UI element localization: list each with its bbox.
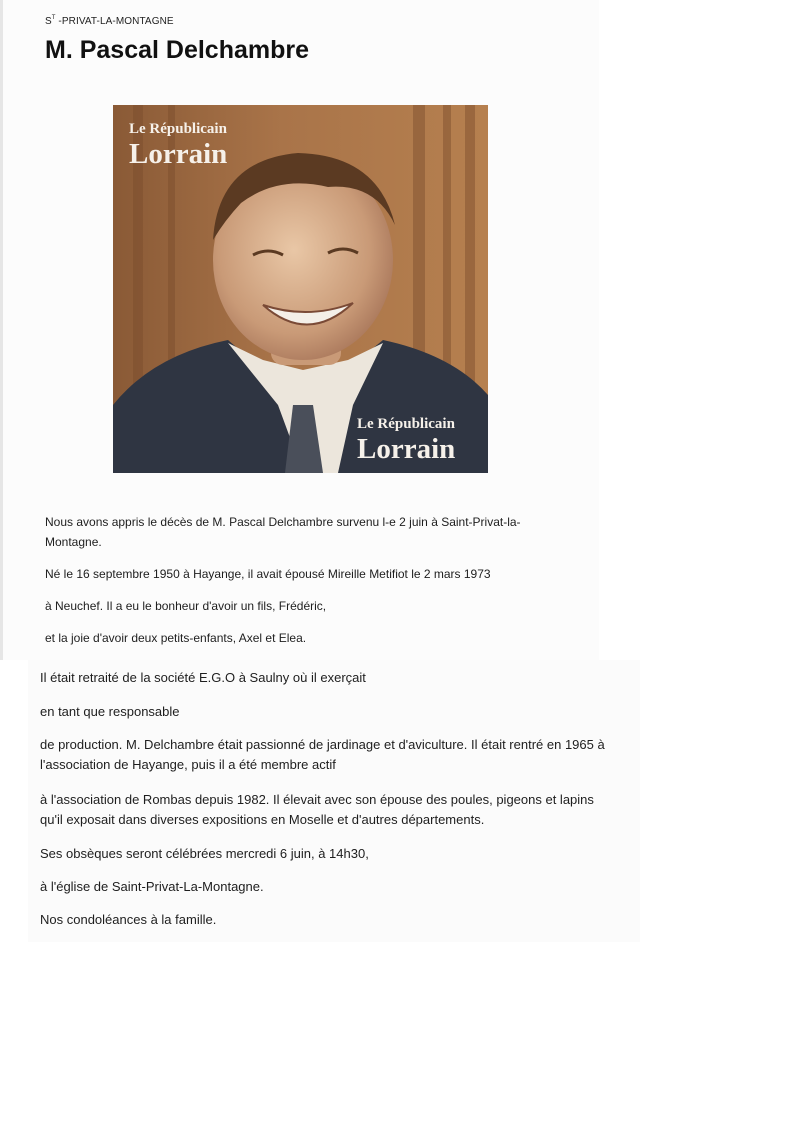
watermark-top-line2: Lorrain: [129, 138, 228, 170]
watermark-bottom-line1: Le Républicain: [357, 416, 455, 432]
paragraph-1: Nous avons appris le décès de M. Pascal Delchambre survenu l-e 2 juin à Saint-Privat-la-Montagne.: [45, 515, 521, 549]
paragraph-7: de production. M. Delchambre était passionné de jardinage et d'aviculture. Il était rentré en 1965 à l'association de Hayange, puis il a été membre actif: [40, 737, 605, 772]
kicker-prefix: S: [45, 16, 52, 27]
paragraph-11: Nos condoléances à la famille.: [40, 912, 217, 927]
portrait-photo: [113, 105, 488, 473]
paragraph-5: Il était retraité de la société E.G.O à Saulny où il exerçait: [40, 670, 366, 685]
paragraph-3: à Neuchef. Il a eu le bonheur d'avoir un fils, Frédéric,: [45, 599, 327, 613]
watermark-bottom-line2: Lorrain: [357, 433, 456, 465]
kicker-superscript: T: [51, 15, 56, 21]
paragraph-9: Ses obsèques seront célébrées mercredi 6 juin, à 14h30,: [40, 846, 369, 861]
paragraph-6: en tant que responsable: [40, 704, 180, 719]
paragraph-2: Né le 16 septembre 1950 à Hayange, il avait épousé Mireille Metifiot le 2 mars 1973: [45, 567, 491, 581]
location-kicker: [45, 16, 174, 27]
paragraph-8: à l'association de Rombas depuis 1982. Il élevait avec son épouse des poules, pigeons et lapins qu'il exposait dans diverses expositions en Moselle et d'autres départements.: [40, 792, 594, 827]
paragraph-10: à l'église de Saint-Privat-La-Montagne.: [40, 879, 264, 894]
kicker-rest: -PRIVAT-LA-MONTAGNE: [55, 16, 174, 27]
watermark-top-line1: Le Républicain: [129, 121, 227, 137]
obituary-title: M. Pascal Delchambre: [45, 36, 310, 64]
paragraph-4: et la joie d'avoir deux petits-enfants, Axel et Elea.: [45, 631, 307, 645]
